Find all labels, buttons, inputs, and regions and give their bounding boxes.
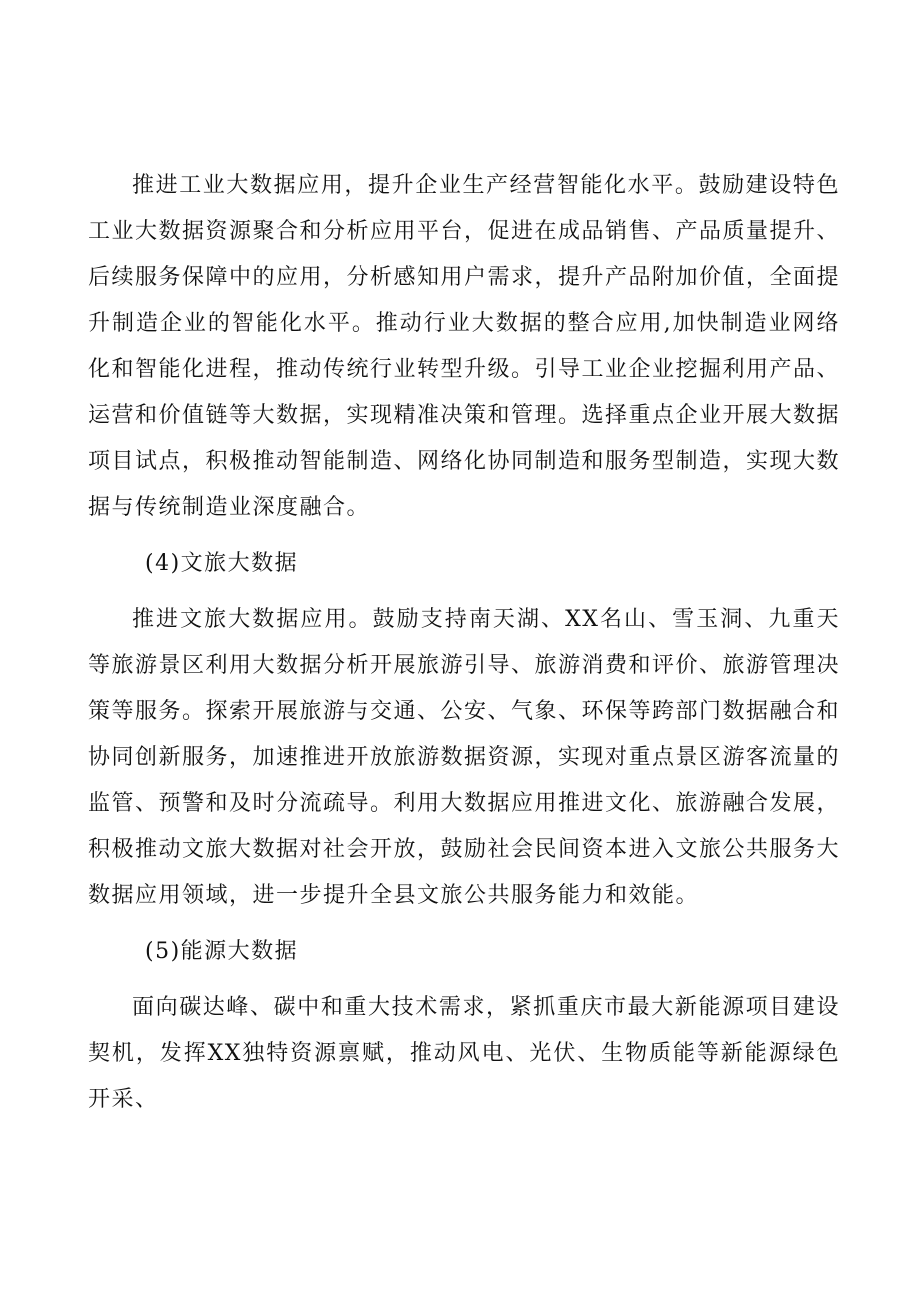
document-body: [88, 163, 840, 1123]
paragraph-culture-tourism-big-data: 推进文旅大数据应用。鼓励支持南天湖、XX名山、雪玉洞、九重天等旅游景区利用大数据分析开展旅游引导、旅游消费和评价、旅游管理决策等服务。探索开展旅游与交通、公安、气象、环保等跨部门数据融合和协同创新服务，加速推进开放旅游数据资源，实现对重点景区游客流量的监管、预警和及时分流疏导。利用大数据应用推进文化、旅游融合发展，积极推动文旅大数据对社会开放，鼓励社会民间资本进入文旅公共服务大数据应用领域，进一步提升全县文旅公共服务能力和效能。: [88, 607, 841, 908]
spacer: [88, 531, 840, 541]
spacer: [88, 919, 840, 929]
heading-culture-tourism-big-data: (4)文旅大数据: [145, 551, 299, 576]
heading-energy-big-data: (5)能源大数据: [145, 939, 299, 964]
spacer: [88, 587, 840, 597]
paragraph-industrial-big-data: 推进工业大数据应用，提升企业生产经营智能化水平。鼓励建设特色工业大数据资源聚合和分析应用平台，促进在成品销售、产品质量提升、后续服务保障中的应用，分析感知用户需求，提升产品附加价值，全面提升制造企业的智能化水平。推动行业大数据的整合应用,加快制造业网络化和智能化进程，推动传统行业转型升级。引导工业企业挖掘利用产品、运营和价值链等大数据，实现精准决策和管理。选择重点企业开展大数据项目试点，积极推动智能制造、网络化协同制造和服务型制造，实现大数据与传统制造业深度融合。: [88, 173, 841, 520]
paragraph-energy-big-data: 面向碳达峰、碳中和重大技术需求，紧抓重庆市最大新能源项目建设契机，发挥XX独特资源禀赋，推动风电、光伏、生物质能等新能源绿色开采、: [88, 995, 840, 1112]
spacer: [88, 975, 840, 985]
